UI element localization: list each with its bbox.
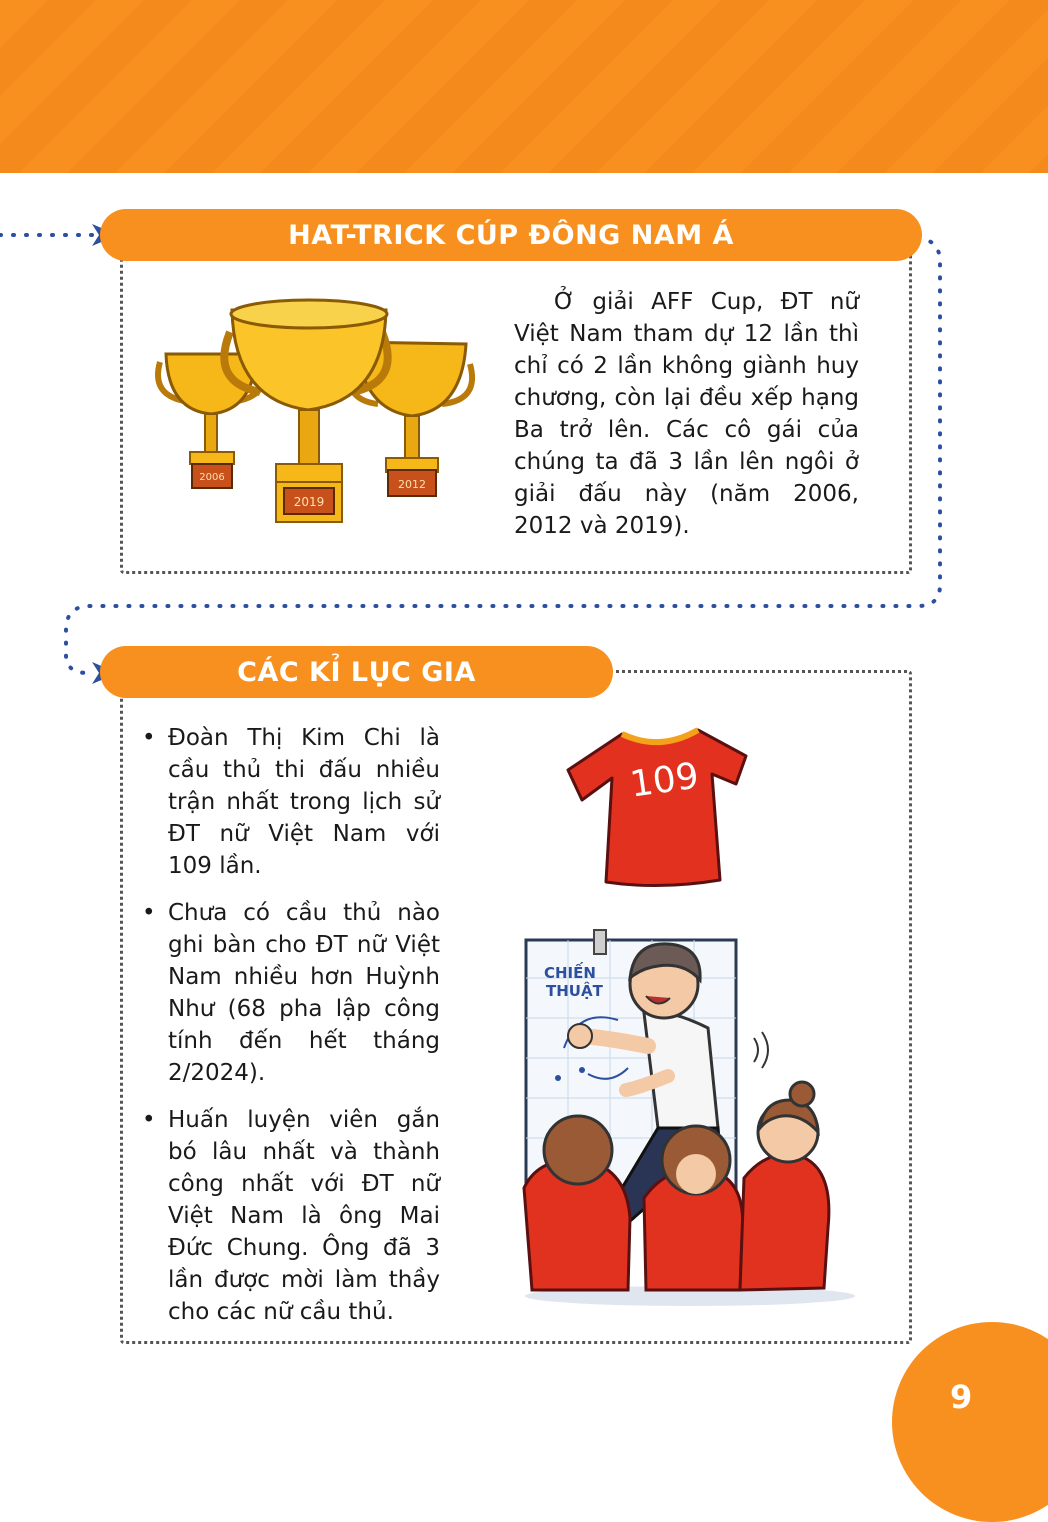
- trophy-left-year: 2006: [199, 472, 225, 483]
- section1-title: HAT-TRICK CÚP ĐÔNG NAM Á: [100, 209, 922, 261]
- section2-title: CÁC KỈ LỤC GIA: [100, 646, 613, 698]
- trophies-illustration: [150, 292, 490, 532]
- page-number: 9: [950, 1378, 973, 1416]
- list-item: • Huấn luyện viên gắn bó lâu nhất và thành công nhất với ĐT nữ Việt Nam là ông Mai Đức Chung. Ông đã 3 lần được mời làm thầy cho các nữ cầu thủ.: [142, 1107, 440, 1325]
- board-text-1: CHIẾN: [544, 964, 596, 982]
- trophy-center-year: 2019: [293, 495, 325, 509]
- records-list: [140, 722, 440, 1343]
- coach-illustration: [518, 928, 863, 1313]
- jersey-illustration: [560, 722, 760, 892]
- trophy-right-year: 2012: [398, 478, 426, 491]
- list-item: • Đoàn Thị Kim Chi là cầu thủ thi đấu nhiều trận nhất trong lịch sử ĐT nữ Việt Nam với 109 lần.: [142, 725, 440, 879]
- list-item: • Chưa có cầu thủ nào ghi bàn cho ĐT nữ Việt Nam nhiều hơn Huỳnh Như (68 pha lập công tính đến hết tháng 2/2024).: [142, 900, 440, 1086]
- jersey-number: 109: [627, 755, 702, 806]
- page-corner: [892, 1322, 1048, 1522]
- trophy-center: [224, 300, 387, 522]
- section1-paragraph: Ở giải AFF Cup, ĐT nữ Việt Nam tham dự 12 lần thì chỉ có 2 lần không giành huy chương, còn lại đều xếp hạng Ba trở lên. Các cô gái của chúng ta đã 3 lần lên ngôi ở giải đấu này (năm 2006, 2012 và 2019).: [514, 289, 859, 539]
- board-text-2: THUẬT: [546, 982, 603, 1000]
